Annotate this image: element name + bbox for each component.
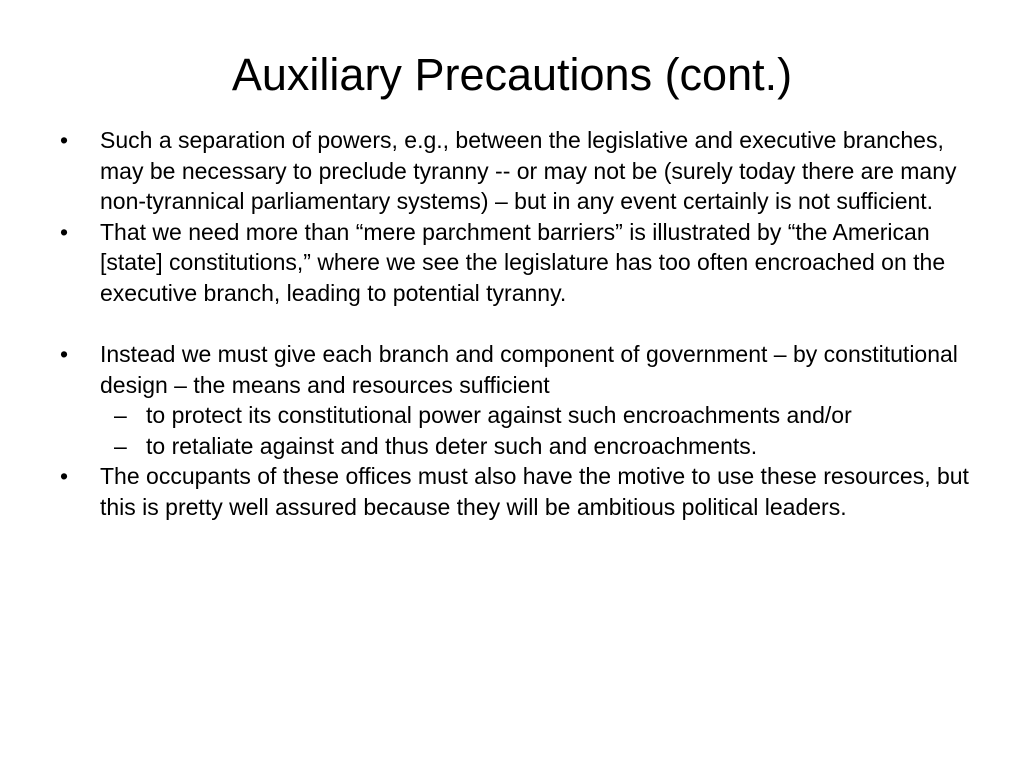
sub-bullet-item [58,400,978,431]
bullet-text: Instead we must give each branch and component of government – by constitutional design – the means and resources sufficient [100,341,958,398]
bullet-marker: • [60,463,69,489]
sub-bullet-text: to retaliate against and thus deter such and encroachments. [146,432,758,459]
bullet-item [58,339,978,400]
bullet-item [58,461,978,522]
bullet-item [58,125,978,217]
sub-bullet-text: to protect its constitutional power against such encroachments and/or [146,402,852,428]
bullet-text: That we need more than “mere parchment barriers” is illustrated by “the American [state] constitutions,” where we see the legislature has too often encroached on the executive branch, leading to potential tyranny. [100,218,946,306]
bullet-text: Such a separation of powers, e.g., between the legislative and executive branches, may be necessary to preclude tyranny -- or may not be (surely today there are many non-tyrannical parliamentary systems) – but in any event certainly is not sufficient. [100,127,957,214]
sub-bullet-marker: – [114,402,127,428]
bullet-item [58,217,978,309]
slide-title: Auxiliary Precautions (cont.) [231,49,793,100]
bullet-marker: • [60,127,69,153]
bullet-text: The occupants of these offices must also have the motive to use these resources, but this is pretty well assured because they will be ambitious political leaders. [100,463,969,520]
sub-bullet-marker: – [114,432,127,459]
bullet-marker: • [60,341,69,367]
sub-bullet-item [58,431,978,462]
bullet-marker: • [60,218,69,245]
slide-body [58,125,978,522]
